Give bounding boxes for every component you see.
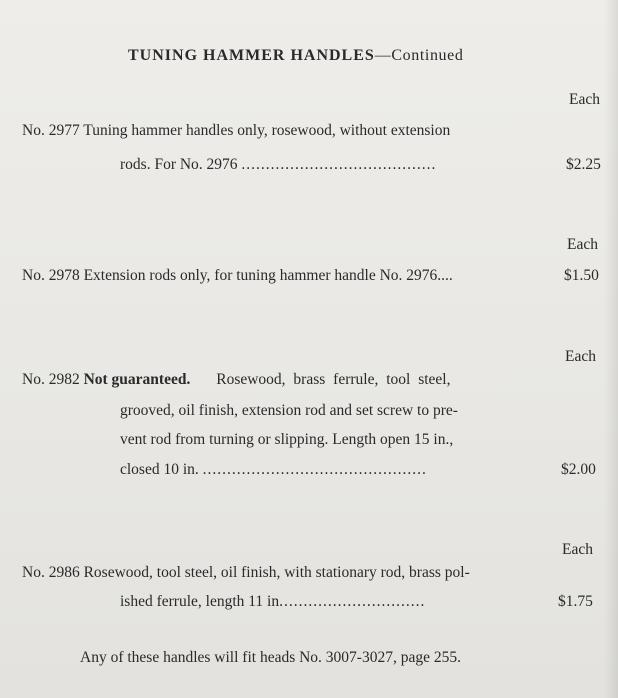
each-label: Each [565, 348, 596, 365]
title-suffix: —Continued [374, 47, 464, 64]
item-2986-line1: No. 2986 Rosewood, tool steel, oil finish, with stationary rod, brass pol- [22, 564, 470, 581]
item-2978-line1: No. 2978 Extension rods only, for tuning hammer handle No. 2976.... [22, 267, 453, 284]
item-2978-price: $1.50 [564, 267, 599, 284]
item-2982-not-guaranteed: Not guaranteed. [83, 371, 191, 388]
each-label: Each [567, 236, 598, 253]
item-2977-line1: No. 2977 Tuning hammer handles only, rosewood, without extension [22, 122, 451, 139]
item-2982-line3: vent rod from turning or slipping. Length open 15 in., [120, 431, 454, 448]
footer-note: Any of these handles will fit heads No. 3007-3027, page 255. [80, 649, 461, 666]
item-2982-line4-text: closed 10 in. [120, 461, 199, 478]
dot-leader: .............................. [279, 593, 426, 610]
item-2982-line1-rest: Rosewood, brass ferrule, tool steel, [216, 371, 451, 388]
item-2982-line4 [120, 460, 427, 480]
item-2986-line2 [120, 592, 425, 612]
item-2982-price: $2.00 [561, 461, 596, 478]
item-2977-price: $2.25 [566, 156, 601, 173]
item-2982-line2: grooved, oil finish, extension rod and set screw to pre- [120, 402, 458, 419]
item-2982-line1 [22, 370, 450, 390]
item-2986-price: $1.75 [558, 593, 593, 610]
each-label: Each [562, 541, 593, 558]
each-label: Each [569, 91, 600, 108]
title-main: TUNING HAMMER HANDLES [128, 47, 375, 64]
item-2986-line2-text: ished ferrule, length 11 in [120, 593, 280, 610]
item-2982-number: No. 2982 [22, 371, 80, 388]
dot-leader: .............................................. [202, 461, 427, 478]
page-title [128, 46, 463, 66]
item-2977-line2 [120, 155, 436, 175]
item-2977-line2-text: rods. For No. 2976 [120, 156, 238, 173]
dot-leader: ........................................ [241, 156, 437, 173]
